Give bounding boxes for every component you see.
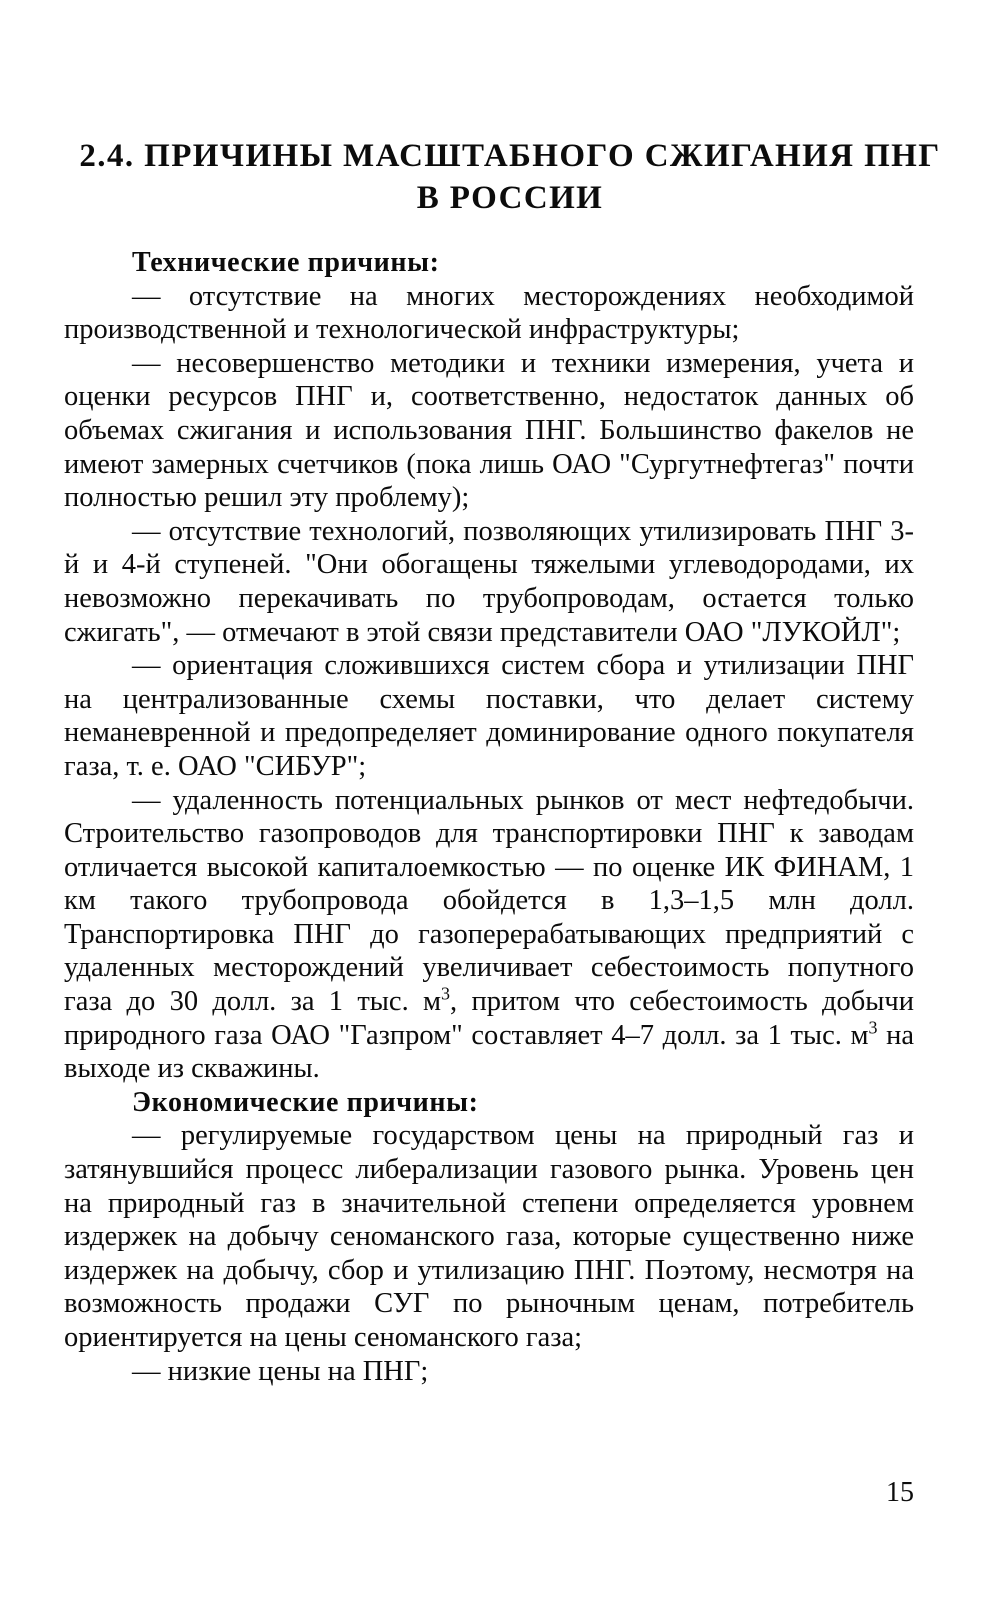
technical-paragraph-2: — несовершенство методики и техники измерения, учета и оценки ресурсов ПНГ и, соответственно, недостаток данных об объемах сжигания и использования ПНГ. Большинство факелов не имеют замерных счетчиков (пока лишь ОАО "Сургутнефтегаз" почти полностью решил эту проблему); [64,347,914,514]
superscript-3-first: 3 [441,983,451,1004]
superscript-3-second: 3 [868,1017,878,1038]
technical-causes-heading: Технические причины: [132,247,440,278]
economic-paragraph-1: — регулируемые государством цены на природный газ и затянувшийся процесс либерализации газового рынка. Уровень цен на природный газ в значительной степени определяется уровнем издержек на добычу сеноманского газа, которые существенно ниже издержек на добычу, сбор и утилизацию ПНГ. Поэтому, несмотря на возможность продажи СУГ по рыночным ценам, потребитель ориентируется на цены сеноманского газа; [64,1120,914,1353]
section-title-line-1: 2.4. ПРИЧИНЫ МАСШТАБНОГО СЖИГАНИЯ ПНГ [79,138,941,174]
paragraph-5-text-a: — удаленность потенциальных рынков от мест нефтедобычи. Строительство газопроводов для транспортировки ПНГ к заводам отличается высокой капиталоемкостью — по оценке ИК ФИНАМ, 1 км такого трубопровода обойдется в 1,3–1,5 млн долл. Транспортировка ПНГ до газоперерабатывающих предприятий с удаленных месторождений увеличивает себестоимость попутного газа до 30 долл. за 1 тыс. м [64,784,914,1018]
paragraph-5-text-b: , притом что себестоимость добычи природного газа ОАО "Газпром" составляет 4–7 долл. за 1 тыс. м [64,986,914,1051]
economic-paragraph-2: — низкие цены на ПНГ; [132,1355,429,1387]
page-number: 15 [886,1477,914,1508]
section-title-line-2: В РОССИИ [416,180,604,216]
technical-paragraph-5 [64,784,914,1086]
paragraph-5-text-c: на выходе из скважины. [64,1019,915,1085]
technical-paragraph-1: — отсутствие на многих месторождениях необходимой производственной и технологической инфраструктуры; [64,280,914,346]
body-text [64,246,914,1388]
technical-paragraph-3: — отсутствие технологий, позволяющих утилизировать ПНГ 3-й и 4-й ступеней. "Они обогащены тяжелыми углеводородами, их невозможно перекачивать по трубопроводам, остается только сжигать", — отмечают в этой связи представители ОАО "ЛУКОЙЛ"; [64,515,914,648]
economic-causes-heading: Экономические причины: [132,1086,479,1118]
technical-paragraph-4: — ориентация сложившихся систем сбора и утилизации ПНГ на централизованные схемы поставки, что делает систему неманевренной и предопределяет доминирование одного покупателя газа, т. е. ОАО "СИБУР"; [64,650,914,782]
